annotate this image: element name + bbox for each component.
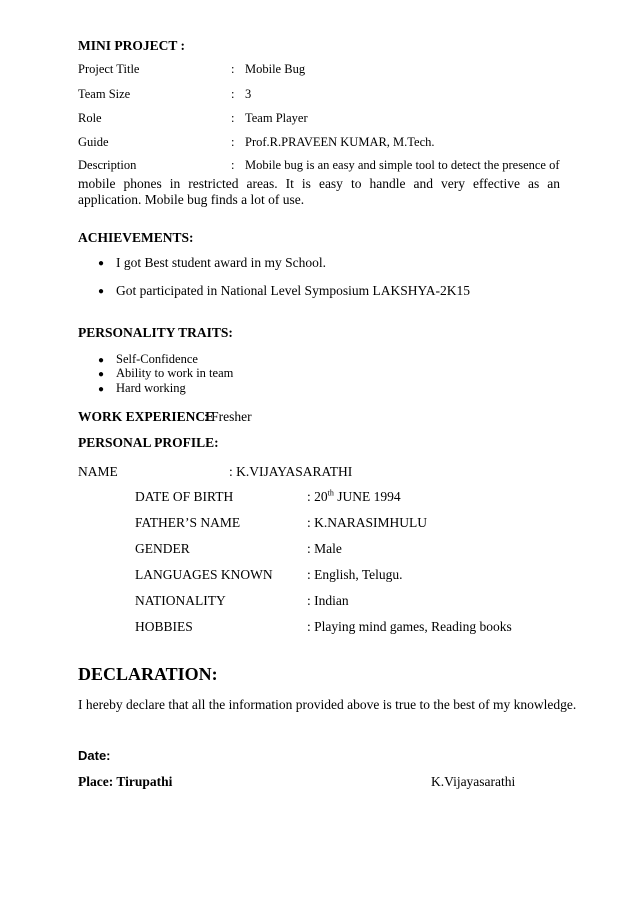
description-label: Description <box>78 158 137 172</box>
gender-label: GENDER <box>135 541 190 556</box>
separator: : <box>231 87 235 101</box>
project-title-value: Mobile Bug <box>245 62 306 76</box>
hobbies-label: HOBBIES <box>135 619 193 634</box>
bullet-icon: ● <box>98 384 105 395</box>
guide-label: Guide <box>78 135 109 149</box>
signature: K.Vijayasarathi <box>431 774 516 789</box>
description-value: Mobile bug is an easy and simple tool to detect the presence of <box>245 158 560 172</box>
languages-label: LANGUAGES KNOWN <box>135 567 273 582</box>
date-label: Date: <box>78 748 111 763</box>
team-size-value: 3 <box>245 87 252 101</box>
achievements-heading: ACHIEVEMENTS: <box>78 230 194 245</box>
separator: : <box>231 135 235 149</box>
separator: : <box>231 158 235 172</box>
trait-item: Hard working <box>116 381 186 395</box>
personal-profile-heading: PERSONAL PROFILE: <box>78 435 219 450</box>
hobbies-value: : Playing mind games, Reading books <box>307 619 512 634</box>
achievement-item: I got Best student award in my School. <box>116 255 326 270</box>
nationality-label: NATIONALITY <box>135 593 226 608</box>
declaration-heading: DECLARATION: <box>78 664 218 684</box>
team-size-label: Team Size <box>78 87 131 101</box>
name-label: NAME <box>78 464 118 479</box>
mini-project-heading: MINI PROJECT : <box>78 38 186 53</box>
separator: : <box>231 62 235 76</box>
gender-value: : Male <box>307 541 342 556</box>
fathers-name-value: : K.NARASIMHULU <box>307 515 428 530</box>
bullet-icon: ● <box>98 369 105 380</box>
personality-heading: PERSONALITY TRAITS: <box>78 325 233 340</box>
bullet-icon: ● <box>98 286 105 297</box>
work-experience-heading: WORK EXPERIENCE <box>78 409 215 424</box>
work-experience-value: : Fresher <box>204 409 252 424</box>
place-label: Place: Tirupathi <box>78 774 173 789</box>
bullet-icon: ● <box>98 258 105 269</box>
description-continuation: mobile phones in restricted areas. It is easy to handle and very effective as an application. Mobile bug finds a lot of use. <box>78 176 560 207</box>
separator: : <box>231 111 235 125</box>
trait-item: Self-Confidence <box>116 352 198 366</box>
trait-item: Ability to work in team <box>116 366 234 380</box>
declaration-text: I hereby declare that all the information provided above is true to the best of my knowledge. <box>78 697 577 712</box>
guide-value: Prof.R.PRAVEEN KUMAR, M.Tech. <box>245 135 435 149</box>
fathers-name-label: FATHER’S NAME <box>135 515 241 530</box>
languages-value: : English, Telugu. <box>307 567 403 582</box>
dob-label: DATE OF BIRTH <box>135 489 234 504</box>
nationality-value: : Indian <box>307 593 349 608</box>
dob-value: : 20th JUNE 1994 <box>307 488 401 504</box>
bullet-icon: ● <box>98 355 105 366</box>
project-title-label: Project Title <box>78 62 140 76</box>
role-value: Team Player <box>245 111 308 125</box>
achievement-item: Got participated in National Level Symposium LAKSHYA-2K15 <box>116 283 470 298</box>
role-label: Role <box>78 111 102 125</box>
name-value: : K.VIJAYASARATHI <box>229 464 353 479</box>
